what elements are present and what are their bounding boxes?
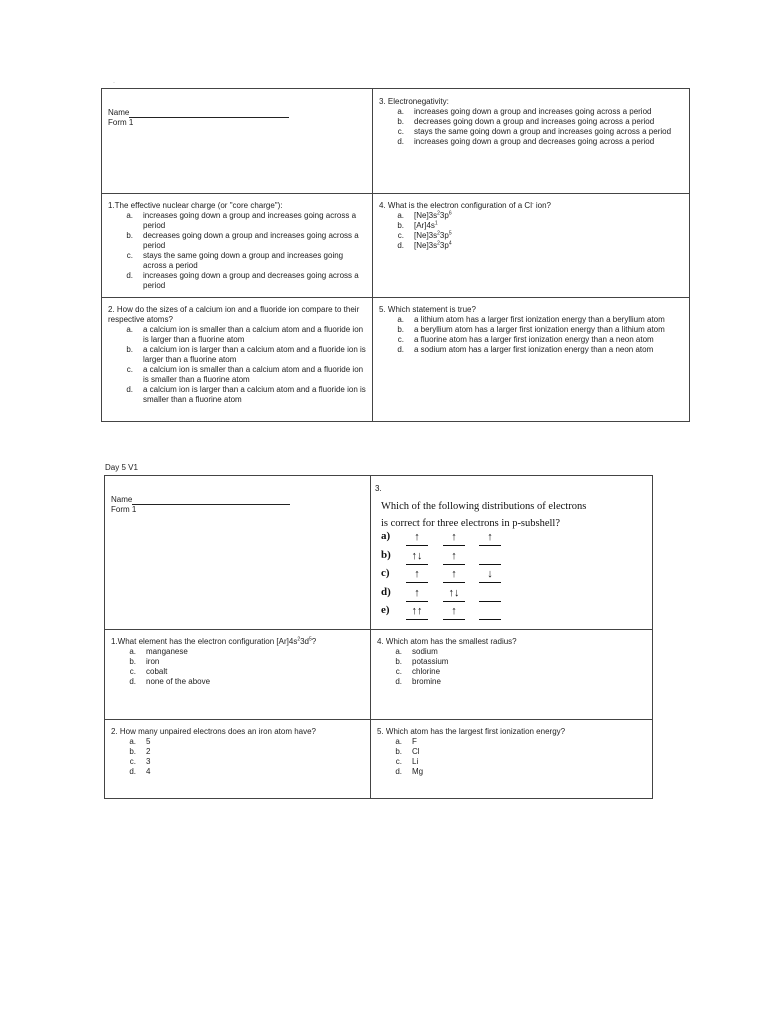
option-letter: b. [397, 117, 404, 126]
name-line [108, 108, 366, 118]
config-text: [Ne]3s [414, 231, 438, 240]
answer-option [108, 211, 366, 231]
question-smallest-radius [371, 632, 652, 719]
answer-option [108, 231, 366, 251]
question-ion-sizes [102, 300, 372, 421]
option-text: 2 [146, 747, 151, 756]
option-letter: b. [126, 231, 133, 240]
question-ionization-statement [373, 300, 689, 421]
question-prompt: 2. How many unpaired electrons does an iron atom have? [111, 727, 317, 736]
superscript: 2 [437, 230, 440, 237]
orbital-option-label: e) [381, 604, 390, 616]
orbital-option-row [381, 604, 581, 622]
option-letter: a. [126, 211, 133, 220]
option-text: manganese [146, 647, 188, 656]
question-cl-ion-configuration [373, 196, 689, 297]
day-header: Day 5 V1 [105, 463, 138, 472]
orbital-box: ↑↑ [406, 604, 428, 620]
prompt-superscript: 2 [297, 636, 301, 643]
answer-option [379, 315, 683, 325]
name-cell [102, 103, 372, 193]
orbital-option-row [381, 530, 581, 548]
answer-option [377, 747, 646, 757]
option-text: stays the same going down a group and increases going across a period [414, 127, 672, 136]
question-prompt: 3. Electronegativity: [379, 97, 449, 106]
question-element-configuration [105, 632, 370, 719]
option-letter: d. [126, 271, 133, 280]
answer-option [377, 757, 646, 767]
option-text: F [412, 737, 417, 746]
orbital-option-label: d) [381, 585, 391, 598]
answer-option [111, 677, 364, 687]
config-text: 3p [439, 231, 449, 240]
option-text: stays the same going down a group and increases going across a period [143, 251, 344, 270]
option-letter: b. [129, 747, 136, 756]
title-line: Which of the following distributions of electrons [381, 501, 587, 512]
option-text: increases going down a group and increases going across a period [414, 107, 652, 116]
option-letter: a. [129, 737, 136, 746]
orbital-diagram [381, 530, 581, 625]
option-letter: d. [129, 767, 136, 776]
option-text: bromine [412, 677, 441, 686]
answer-option [111, 747, 364, 757]
answer-option [379, 211, 683, 221]
name-label: Name [111, 495, 133, 504]
name-cell [105, 490, 370, 629]
orbital-box: ↑ [406, 567, 428, 583]
superscript: 2 [437, 210, 440, 217]
answer-option [379, 221, 683, 231]
orbital-option-label: c) [381, 567, 390, 579]
divider [102, 193, 689, 194]
orbital-box: ↑ [443, 604, 465, 620]
option-text: sodium [412, 647, 438, 656]
option-letter: c. [397, 335, 404, 344]
question-effective-nuclear-charge [102, 196, 372, 297]
answer-option [377, 737, 646, 747]
answer-option [379, 231, 683, 241]
question-prompt: 5. Which atom has the largest first ionization energy? [377, 727, 566, 736]
answer-option [379, 127, 683, 137]
option-list [108, 325, 366, 405]
option-text: 5 [146, 737, 151, 746]
orbital-box: ↑ [443, 530, 465, 546]
option-text: decreases going down a group and increases going across a period [414, 117, 655, 126]
option-text: a beryllium atom has a larger first ionization energy than a lithium atom [414, 325, 665, 334]
option-letter: c. [397, 127, 404, 136]
question-largest-ionization-energy [371, 722, 652, 798]
answer-option [111, 657, 364, 667]
option-text: increases going down a group and increases going across a period [143, 211, 357, 230]
orbital-box: ↑ [479, 530, 501, 546]
name-label: Name [108, 108, 130, 117]
option-letter: b. [395, 747, 402, 756]
question-prompt: 4. Which atom has the smallest radius? [377, 637, 517, 646]
option-text: Cl [412, 747, 420, 756]
option-text [414, 211, 683, 221]
answer-option [377, 677, 646, 687]
option-text: potassium [412, 657, 449, 666]
option-letter: b. [397, 221, 404, 230]
name-line [111, 495, 364, 505]
option-letter: a. [397, 315, 404, 324]
option-letter: a. [397, 211, 404, 220]
option-letter: a. [395, 737, 402, 746]
option-letter: a. [397, 107, 404, 116]
answer-option [108, 385, 366, 405]
option-text: a calcium ion is larger than a calcium atom and a fluoride ion is smaller than a fluorine atom [143, 385, 366, 404]
question-prompt [379, 201, 683, 211]
orbital-box [479, 586, 501, 602]
orbital-option-row [381, 567, 581, 585]
option-letter: b. [126, 345, 133, 354]
answer-option [377, 767, 646, 777]
orbital-box: ↑↓ [406, 549, 428, 565]
answer-option [108, 365, 366, 385]
option-list [379, 211, 683, 251]
option-letter: c. [126, 251, 133, 260]
prompt-superscript: - [531, 200, 534, 207]
question-p-subshell-distribution [371, 479, 652, 629]
option-letter: c. [395, 757, 402, 766]
config-text: 3p [439, 211, 449, 220]
prompt-text: 3d [300, 637, 310, 646]
option-letter: c. [126, 365, 133, 374]
form-label: Form 1 [111, 505, 137, 514]
superscript: 5 [448, 230, 452, 237]
option-text: iron [146, 657, 160, 666]
orbital-option-row [381, 586, 581, 604]
superscript: 4 [448, 240, 452, 247]
option-letter: a. [129, 647, 136, 656]
option-text: 3 [146, 757, 151, 766]
option-letter: a. [126, 325, 133, 334]
answer-option [111, 767, 364, 777]
name-blank [132, 496, 290, 505]
orbital-box [479, 604, 501, 620]
superscript: 6 [448, 210, 452, 217]
stray-dot: · [113, 80, 115, 86]
config-text: [Ar]4s [414, 221, 435, 230]
config-text: [Ne]3s [414, 241, 438, 250]
option-text: a calcium ion is smaller than a calcium atom and a fluoride ion is larger than a fluorine atom [143, 325, 364, 344]
answer-option [108, 271, 366, 291]
option-letter: d. [126, 385, 133, 394]
option-letter: d. [129, 677, 136, 686]
option-letter: d. [397, 345, 404, 354]
prompt-superscript: 5 [309, 636, 312, 643]
answer-option [379, 107, 683, 117]
option-letter: d. [397, 241, 404, 250]
form-label: Form 1 [108, 118, 134, 127]
divider [102, 297, 689, 298]
prompt-text: 1.What element has the electron configuration [Ar]4s [111, 637, 298, 646]
answer-option [379, 117, 683, 127]
option-letter: c. [129, 667, 136, 676]
option-letter: c. [129, 757, 136, 766]
option-letter: a. [395, 647, 402, 656]
orbital-option-label: a) [381, 530, 391, 542]
orbital-box: ↑ [406, 530, 428, 546]
config-text: [Ne]3s [414, 211, 438, 220]
answer-option [108, 325, 366, 345]
answer-option [111, 737, 364, 747]
option-text: 4 [146, 767, 151, 776]
prompt-text: ion? [533, 201, 551, 210]
option-list [379, 107, 683, 147]
option-letter: d. [395, 677, 402, 686]
orbital-box [479, 549, 501, 565]
question-prompt: 1.The effective nuclear charge (or "core charge"): [108, 201, 283, 210]
option-list [108, 211, 366, 291]
option-text [414, 231, 683, 241]
option-list [379, 315, 683, 355]
option-letter: b. [129, 657, 136, 666]
orbital-box: ↑ [406, 586, 428, 602]
title-line: is correct for three electrons in p-subshell? [381, 518, 561, 529]
answer-option [377, 647, 646, 657]
answer-option [379, 345, 683, 355]
option-letter: b. [395, 657, 402, 666]
answer-option [111, 667, 364, 677]
question-prompt [111, 637, 364, 647]
worksheet-2 [104, 475, 653, 799]
option-text: Mg [412, 767, 424, 776]
question-number: 3. [375, 484, 382, 493]
superscript: 1 [434, 220, 438, 227]
prompt-text: ? [311, 637, 317, 646]
option-text: a calcium ion is smaller than a calcium atom and a fluoride ion is smaller than a fluorine atom [143, 365, 364, 384]
option-text: a sodium atom has a larger first ionization energy than a neon atom [414, 345, 654, 354]
answer-option [111, 647, 364, 657]
config-text: 3p [439, 241, 449, 250]
superscript: 2 [437, 240, 440, 247]
option-text: Li [412, 757, 419, 766]
worksheet-1 [101, 88, 690, 422]
question-prompt: 5. Which statement is true? [379, 305, 476, 314]
option-text: increases going down a group and decreases going across a period [414, 137, 655, 146]
answer-option [111, 757, 364, 767]
option-text: increases going down a group and decreases going across a period [143, 271, 359, 290]
question-unpaired-electrons [105, 722, 370, 798]
orbital-box: ↑↓ [443, 586, 465, 602]
answer-option [379, 137, 683, 147]
option-text [414, 241, 683, 251]
divider [105, 629, 652, 630]
option-letter: d. [397, 137, 404, 146]
orbital-box: ↓ [479, 567, 501, 583]
divider [105, 719, 652, 720]
option-text: chlorine [412, 667, 441, 676]
answer-option [379, 335, 683, 345]
answer-option [379, 241, 683, 251]
answer-option [108, 251, 366, 271]
answer-option [379, 325, 683, 335]
option-text: decreases going down a group and increases going across a period [143, 231, 359, 250]
orbital-box: ↑ [443, 567, 465, 583]
question-electronegativity [373, 92, 689, 193]
option-letter: c. [395, 667, 402, 676]
option-list [111, 647, 364, 687]
prompt-text: 4. What is the electron configuration of a Cl [379, 201, 532, 210]
option-text: cobalt [146, 667, 168, 676]
answer-option [377, 667, 646, 677]
answer-option [377, 657, 646, 667]
option-letter: d. [395, 767, 402, 776]
option-list [377, 737, 646, 777]
option-text: none of the above [146, 677, 211, 686]
option-text [414, 221, 683, 231]
option-letter: c. [397, 231, 404, 240]
option-text: a lithium atom has a larger first ionization energy than a beryllium atom [414, 315, 665, 324]
question-prompt: 2. How do the sizes of a calcium ion and a fluoride ion compare to their respective atoms? [108, 305, 360, 324]
option-list [377, 647, 646, 687]
orbital-option-label: b) [381, 548, 391, 561]
option-list [111, 737, 364, 777]
option-text: a fluorine atom has a larger first ionization energy than a neon atom [414, 335, 654, 344]
name-blank [129, 109, 289, 118]
option-text: a calcium ion is larger than a calcium atom and a fluoride ion is larger than a fluorine atom [143, 345, 366, 364]
answer-option [108, 345, 366, 365]
orbital-box: ↑ [443, 549, 465, 565]
question-title [381, 498, 646, 532]
option-letter: b. [397, 325, 404, 334]
orbital-option-row [381, 549, 581, 567]
